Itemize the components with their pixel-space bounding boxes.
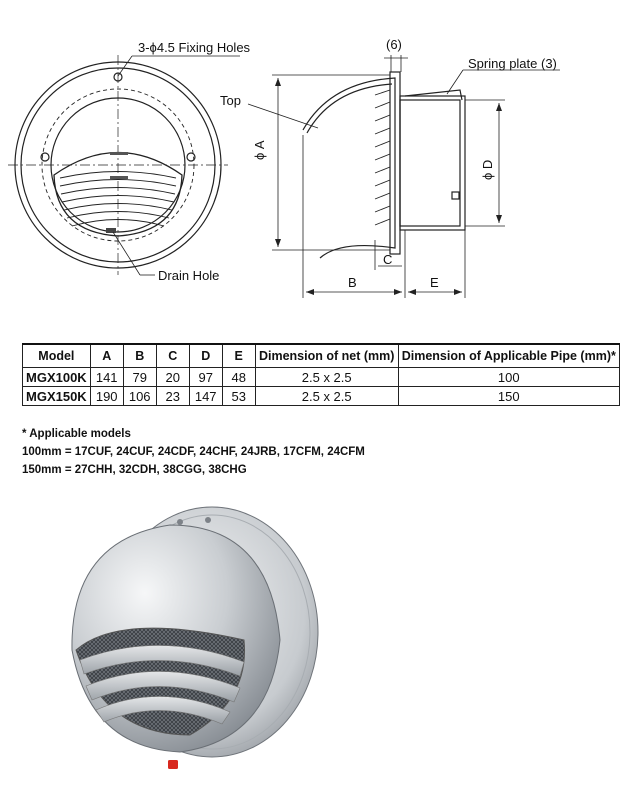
- cell-c: 20: [156, 368, 189, 387]
- dim-c-label: C: [383, 252, 393, 267]
- cell-model: MGX150K: [23, 387, 91, 406]
- header-pipe: Dimension of Applicable Pipe (mm)*: [398, 344, 619, 368]
- cell-a: 141: [90, 368, 123, 387]
- cell-a: 190: [90, 387, 123, 406]
- cell-net: 2.5 x 2.5: [255, 368, 398, 387]
- cell-b: 106: [123, 387, 156, 406]
- cell-pipe: 150: [398, 387, 619, 406]
- header-c: C: [156, 344, 189, 368]
- fixing-holes-label: 3-ϕ4.5 Fixing Holes: [138, 40, 251, 55]
- header-e: E: [222, 344, 255, 368]
- header-b: B: [123, 344, 156, 368]
- dim-d-label: ϕ D: [480, 159, 495, 180]
- dim-a-label: ϕ A: [252, 140, 267, 160]
- dim-e-label: E: [430, 275, 439, 290]
- cell-pipe: 100: [398, 368, 619, 387]
- notes-line-100: 100mm = 17CUF, 24CUF, 24CDF, 24CHF, 24JRB, 17CFM, 24CFM: [22, 446, 365, 458]
- header-net: Dimension of net (mm): [255, 344, 398, 368]
- header-model: Model: [23, 344, 91, 368]
- cell-e: 48: [222, 368, 255, 387]
- header-a: A: [90, 344, 123, 368]
- cell-e: 53: [222, 387, 255, 406]
- drain-hole-label: Drain Hole: [158, 268, 220, 283]
- cell-d: 147: [189, 387, 222, 406]
- cell-net: 2.5 x 2.5: [255, 387, 398, 406]
- spring-plate-label: Spring plate (3): [468, 56, 557, 71]
- cell-c: 23: [156, 387, 189, 406]
- header-d: D: [189, 344, 222, 368]
- notes-title: * Applicable models: [22, 428, 131, 440]
- six-label: (6): [386, 37, 402, 52]
- top-label: Top: [220, 93, 241, 108]
- dim-b-label: B: [348, 275, 357, 290]
- cell-model: MGX100K: [23, 368, 91, 387]
- notes-line-150: 150mm = 27CHH, 32CDH, 38CGG, 38CHG: [22, 464, 247, 476]
- cell-b: 79: [123, 368, 156, 387]
- cell-d: 97: [189, 368, 222, 387]
